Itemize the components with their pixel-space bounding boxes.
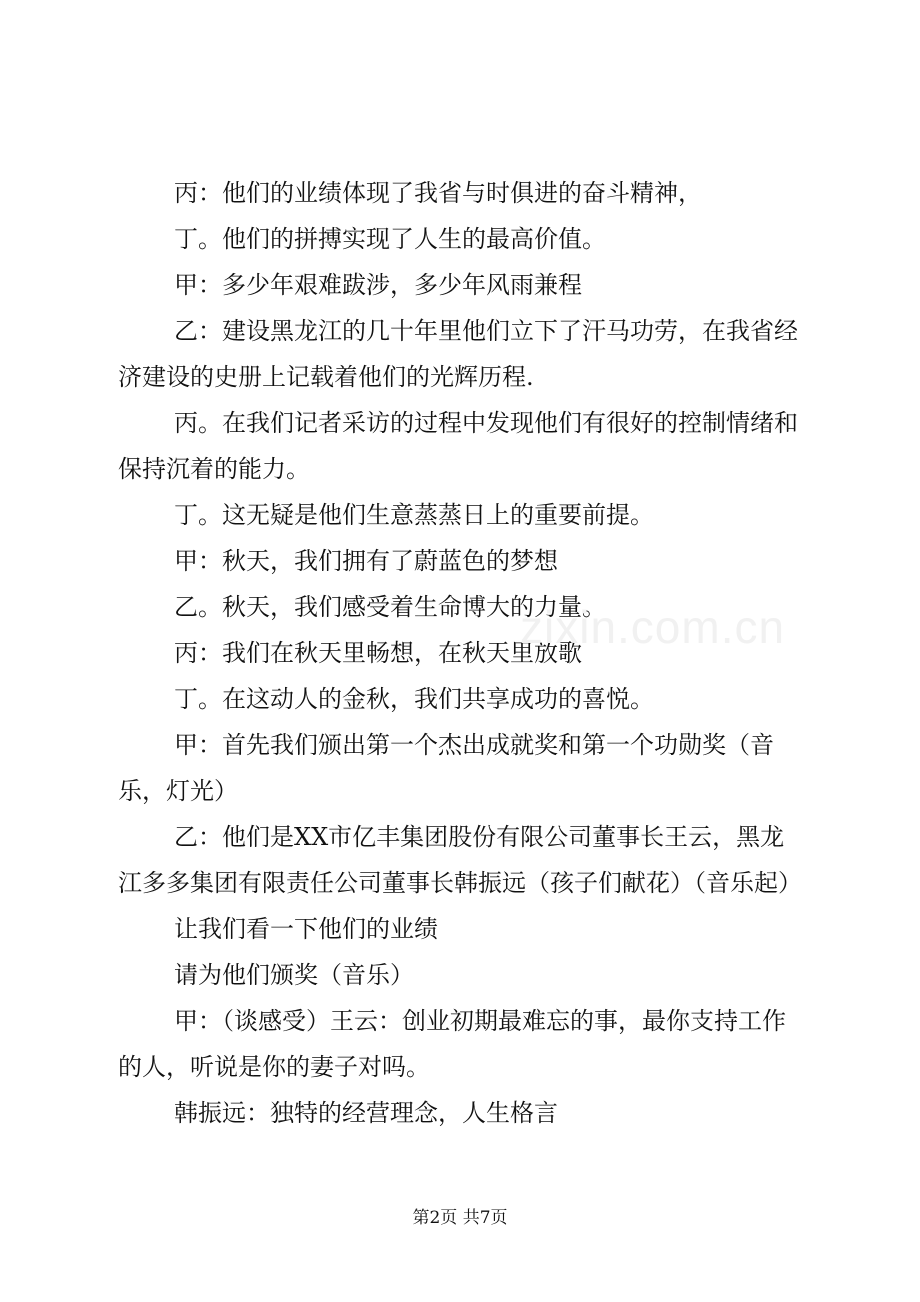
paragraph: 韩振远：独特的经营理念，人生格言	[174, 1099, 558, 1127]
paragraph: 乙。秋天，我们感受着生命博大的力量。	[174, 593, 606, 621]
paragraph: 甲：（谈感受）王云：创业初期最难忘的事，最你支持工作的人，听说是你的妻子对吗。	[118, 1007, 786, 1081]
paragraph: 乙：建设黑龙江的几十年里他们立下了汗马功劳，在我省经济建设的史册上记载着他们的光辉历程.	[118, 317, 798, 391]
paragraph: 丁。在这动人的金秋，我们共享成功的喜悦。	[174, 685, 654, 713]
paragraph: 丙：我们在秋天里畅想，在秋天里放歌	[174, 639, 582, 667]
paragraph: 甲：多少年艰难跋涉，多少年风雨兼程	[174, 271, 582, 299]
paragraph: 甲：秋天，我们拥有了蔚蓝色的梦想	[174, 547, 558, 575]
paragraph: 让我们看一下他们的业绩	[174, 915, 438, 943]
watermark: zixin.com.cn	[520, 601, 786, 653]
paragraph: 丁。他们的拼搏实现了人生的最高价值。	[174, 225, 606, 253]
paragraph: 乙：他们是XX市亿丰集团股份有限公司董事长王云，黑龙江多多集团有限责任公司董事长韩振远（孩子们献花）（音乐起）	[118, 823, 802, 897]
paragraph: 丙：他们的业绩体现了我省与时俱进的奋斗精神，	[174, 179, 702, 207]
paragraph: 请为他们颁奖（音乐）	[174, 961, 414, 989]
page-footer: 第2页 共7页	[412, 1208, 508, 1228]
paragraph: 丁。这无疑是他们生意蒸蒸日上的重要前提。	[174, 501, 654, 529]
paragraph: 丙。在我们记者采访的过程中发现他们有很好的控制情绪和保持沉着的能力。	[118, 409, 798, 483]
paragraph: 甲：首先我们颁出第一个杰出成就奖和第一个功勋奖（音乐，灯光）	[118, 731, 774, 805]
